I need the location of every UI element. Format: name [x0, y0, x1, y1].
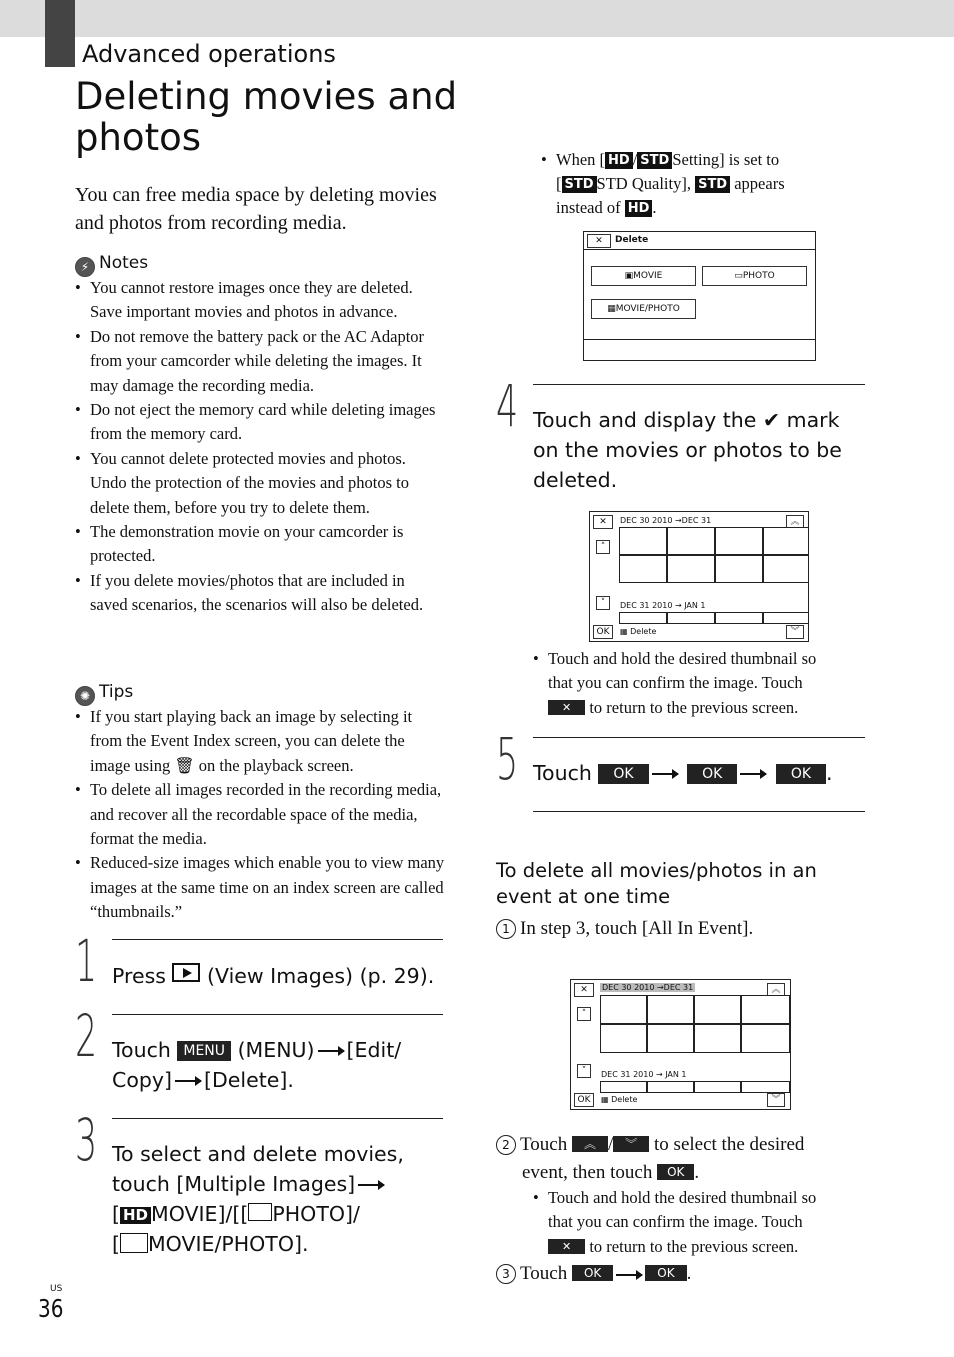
thumbnail[interactable] [647, 1024, 694, 1053]
ok-button-icon: OK [687, 764, 737, 784]
divider [112, 1014, 443, 1015]
event-date: DEC 30 2010 →DEC 31 [620, 516, 712, 525]
thumbnail[interactable] [741, 1024, 790, 1053]
thumbnail[interactable] [694, 1024, 741, 1053]
thumbnail[interactable] [763, 527, 809, 555]
std-icon: STD [637, 152, 672, 169]
scroll-up-icon[interactable]: ︽ [767, 983, 785, 997]
hd-icon: HD [120, 1207, 151, 1224]
list-item: • The demonstration movie on your camcorder is protected. [75, 520, 445, 569]
event-heading: To delete all movies/photos in an event at one time [496, 859, 817, 908]
event-step-2: 2 Touch ︽ / ︾ to select the desired event, then touch OK . [496, 1131, 876, 1187]
hd-icon: HD [625, 200, 653, 217]
arrow-icon [652, 773, 678, 775]
photo-icon [248, 1203, 272, 1221]
event-step-3: 3 Touch OK OK . [496, 1260, 876, 1288]
delete-label: ▦ Delete [620, 627, 657, 636]
list-item: • To delete all images recorded in the recording media, and recover all the recordable space of the media, format the media. [75, 778, 445, 851]
thumbnail-index-screen [589, 511, 809, 642]
thumbnail[interactable] [715, 527, 763, 555]
list-item: • You cannot restore images once they are deleted. Save important movies and photos in advance. [75, 276, 445, 325]
list-item: • If you start playing back an image by selecting it from the Event Index screen, you can delete the image using 🗑 on the playback screen. [75, 705, 445, 778]
thumbnail[interactable] [694, 1081, 741, 1093]
arrow-icon [175, 1080, 201, 1082]
ok-button-icon: OK [572, 1265, 613, 1281]
step-number: 2 [75, 1002, 98, 1070]
divider [112, 939, 443, 940]
arrow-icon [616, 1274, 642, 1276]
thumbnail[interactable] [667, 612, 715, 624]
thumbnail[interactable] [647, 1081, 694, 1093]
close-button[interactable]: ✕ [587, 234, 611, 248]
scroll-up-icon[interactable]: ︽ [786, 515, 804, 529]
thumbnail[interactable] [715, 612, 763, 624]
notes-list [75, 276, 445, 618]
arrow-icon [740, 773, 766, 775]
lightbulb-icon: ✺ [75, 686, 95, 706]
notes-icon: ⚡ [75, 257, 95, 277]
trash-icon: 🗑 [174, 755, 195, 775]
delete-menu-screen [583, 231, 816, 361]
intro-text: You can free media space by deleting movies and photos from recording media. [75, 184, 437, 234]
step-3-text: To select and delete movies, touch [Multiple Images] [ HD MOVIE]/[[ PHOTO]/ [ MOVIE/PHOTO]. [112, 1142, 404, 1256]
divider [112, 1118, 443, 1119]
movie-button[interactable]: ▣MOVIE [591, 266, 696, 286]
thumbnail[interactable] [600, 995, 647, 1024]
tips-heading: ✺ Tips [75, 682, 133, 706]
close-icon: ✕ [548, 700, 585, 715]
scroll-down-icon[interactable]: ︾ [786, 625, 804, 639]
step-number: 5 [496, 725, 519, 793]
movie-photo-button[interactable]: ▦MOVIE/PHOTO [591, 299, 696, 319]
arrow-icon [358, 1184, 384, 1186]
scroll-down-icon: ︾ [613, 1136, 649, 1152]
ok-button-icon: OK [645, 1265, 686, 1281]
thumbnail[interactable] [715, 555, 763, 583]
list-item: • Touch and hold the desired thumbnail so that you can confirm the image. Touch ✕ to return to the previous screen. [533, 647, 863, 720]
close-icon: ✕ [548, 1239, 585, 1254]
ok-button[interactable]: OK [593, 625, 613, 639]
list-item: • If you delete movies/photos that are included in saved scenarios, the scenarios will also be deleted. [75, 569, 445, 618]
ok-button-icon: OK [598, 764, 648, 784]
thumbnail[interactable] [694, 995, 741, 1024]
screen-title: Delete [615, 235, 649, 245]
prev-event-icon[interactable]: ˄ [577, 1007, 591, 1021]
thumbnail[interactable] [741, 1081, 790, 1093]
screen-header [584, 232, 815, 250]
event-step-2-note [533, 1186, 863, 1259]
prev-event-icon[interactable]: ˄ [596, 540, 610, 554]
event-date: DEC 31 2010 → JAN 1 [601, 1070, 687, 1079]
hd-std-note [541, 148, 841, 220]
thumbnail[interactable] [647, 995, 694, 1024]
list-item: • When [ HD / STD Setting] is set to [ STD STD Quality], STD appears instead of HD . [541, 148, 841, 220]
page-title: Deleting movies and photos [75, 75, 458, 159]
divider [533, 384, 865, 385]
photo-button[interactable]: ▭PHOTO [702, 266, 807, 286]
ok-button-icon: OK [657, 1164, 694, 1180]
delete-label: ▦ Delete [601, 1095, 638, 1104]
std-icon: STD [695, 176, 730, 193]
thumbnail[interactable] [600, 1024, 647, 1053]
page-number: 36 [38, 1294, 64, 1323]
step-number: 4 [496, 372, 519, 440]
thumbnail[interactable] [667, 527, 715, 555]
list-item: • Touch and hold the desired thumbnail so that you can confirm the image. Touch ✕ to return to the previous screen. [533, 1186, 863, 1259]
step-number: 1 [75, 927, 98, 995]
event-date: DEC 30 2010 →DEC 31 [602, 983, 694, 992]
section-tab [45, 0, 75, 67]
view-images-icon [172, 963, 200, 982]
arrow-icon [318, 1050, 344, 1052]
event-step-1: 1 In step 3, touch [All In Event]. [496, 915, 876, 943]
list-item: • Do not eject the memory card while deleting images from the memory card. [75, 398, 445, 447]
step-1-text: Press (View Images) (p. 29). [112, 964, 435, 988]
step-4-text: Touch and display the ✔ mark on the movies or photos to be deleted. [533, 408, 842, 492]
thumbnail[interactable] [667, 555, 715, 583]
list-item: • Do not remove the battery pack or the AC Adaptor from your camcorder while deleting the images. It may damage the recording media. [75, 325, 445, 398]
ok-button[interactable]: OK [574, 1093, 594, 1107]
event-date: DEC 31 2010 → JAN 1 [620, 601, 706, 610]
notes-heading: ⚡ Notes [75, 253, 148, 277]
thumbnail[interactable] [600, 1081, 647, 1093]
ok-button-icon: OK [776, 764, 826, 784]
thumbnail[interactable] [619, 555, 667, 583]
checkmark-icon: ✔ [762, 408, 781, 432]
close-button[interactable]: ✕ [593, 515, 613, 529]
thumbnail[interactable] [763, 555, 809, 583]
list-item: • You cannot delete protected movies and photos. Undo the protection of the movies and photos to delete them, before you try to delete them. [75, 447, 445, 520]
step-5-text: Touch OK OK OK . [533, 761, 833, 785]
thumbnail[interactable] [741, 995, 790, 1024]
section-label: Advanced operations [82, 40, 336, 68]
step-number: 3 [75, 1106, 98, 1174]
step-2-text: Touch MENU (MENU) [Edit/ Copy] [Delete]. [112, 1038, 402, 1092]
step-4-note [533, 647, 863, 720]
divider [533, 811, 865, 812]
list-item: • Reduced-size images which enable you to view many images at the same time on an index screen are called “thumbnails.” [75, 851, 445, 924]
thumbnail[interactable] [763, 612, 809, 624]
tips-list [75, 705, 445, 925]
divider [533, 737, 865, 738]
scroll-down-icon[interactable]: ︾ [767, 1093, 785, 1107]
top-bar [0, 0, 954, 37]
thumbnail[interactable] [619, 527, 667, 555]
next-event-icon[interactable]: ˅ [596, 596, 610, 610]
event-index-screen [570, 979, 791, 1110]
divider [584, 339, 815, 340]
next-event-icon[interactable]: ˅ [577, 1064, 591, 1078]
std-icon: STD [562, 176, 597, 193]
region-label: US [50, 1284, 63, 1294]
scroll-up-icon: ︽ [572, 1136, 608, 1152]
close-button[interactable]: ✕ [574, 983, 594, 997]
hd-icon: HD [605, 152, 633, 169]
menu-button-icon: MENU [177, 1041, 231, 1061]
thumbnail[interactable] [619, 612, 667, 624]
movie-photo-icon [120, 1233, 148, 1253]
